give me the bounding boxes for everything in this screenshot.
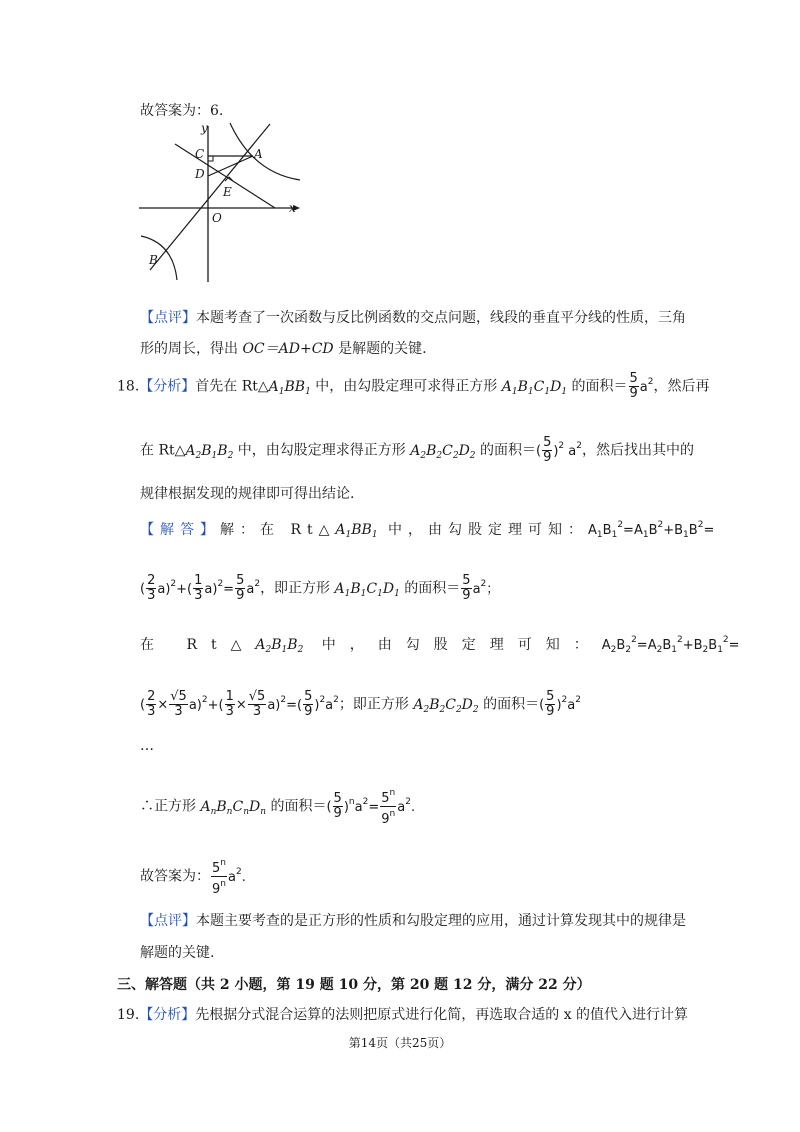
question-number: 19. [117,1007,140,1023]
comment-17 [140,307,686,327]
right-angle-c [208,156,213,161]
q18-solution-line2: ( $\frac{2}{3}$ a)$^2$+( $\frac{1}{3}$ a)$^2$= $\frac{5}{9}$ $a^2$，即正方形 $A_1B_1C_1D_1$ 的面积＝ $\frac{5}{9}$ $a^2$； [140,573,500,603]
coordinate-figure [135,118,305,284]
q18-comment-line2: 解题的关键. [140,945,215,961]
answer-value: 6. [210,103,224,119]
label-x: x [289,201,296,215]
label-b: B [149,253,158,267]
q18-solution-line3: 在 $Rt\triangle A_2B_1B_2$ 中，由勾股定理可知：$A_2B_2^2=A_2B_1^2+B_2B_1^2=$ [140,635,740,655]
q19-analysis: 19.【分析】先根据分式混合运算的法则把原式进行化简，再选取合适的 x 的值代入进行计算 [117,1007,689,1023]
equation-oc: OC＝AD+CD [242,341,334,357]
q18-analysis-line1: 18.【分析】首先在 $Rt\triangle A_1BB_1$ 中，由勾股定理可求得正方形 $A_1B_1C_1D_1$ 的面积＝ $\frac{5}{9}$ $a^2$，然后再 [117,371,710,401]
analysis-tag: 【分析】 [139,378,196,395]
q18-conclusion: ∴正方形 $A_nB_nC_nD_n$ 的面积＝( $\frac{5}{9}$ )$^na^2=$ $\frac{5^n}{9^n}$ $a^2$. [140,788,416,827]
q18-answer: 故答案为： $\frac{5^n}{9^n}$ $a^2$. [140,858,246,897]
label-d: D [195,167,205,181]
q18-solution-line4: ( $\frac{2}{3}$ × $\frac{√5}{3}$ a)$^2$+( $\frac{1}{3}$ × $\frac{√5}{3}$ a)$^2$=( $\frac{5}{9}$ )$^2a^2$；即正方形 $A_2B_2C_2D_2$ 的面积＝( $\frac{5}{9}$ )$^2a^2$ [140,689,581,719]
line-ab [150,124,270,270]
label-y: y [201,121,208,135]
answer-label: 故答案为： [140,103,210,119]
q18-analysis-line2: 在 $Rt\triangle A_2B_1B_2$ 中，由勾股定理求得正方形 $A_2B_2C_2D_2$ 的面积＝( $\frac{5}{9}$ )$^2$ $a^2$，然后找出其中的 [140,435,694,465]
hyperbola-lower [141,236,177,280]
ellipsis: … [140,738,154,754]
comment-tag: 【点评】 [140,310,196,326]
analysis-tag: 【分析】 [139,1007,196,1023]
comment-tag: 【点评】 [140,913,196,929]
label-c: C [195,147,205,161]
comment-17-line2: 形的周长，得出 OC＝AD+CD 是解题的关键. [140,341,427,357]
page-footer: 第14页（共25页） [348,1036,452,1050]
solution-tag: 【解答】 [140,522,220,538]
q18-solution-line1: 【解答】解：在 $Rt\triangle A_1BB_1$ 中，由勾股定理可知：$A_1B_1^2=A_1B^2+B_1B^2=$ [140,520,715,540]
label-a: A [254,147,263,161]
q18-comment: 【点评】本题主要考查的是正方形的性质和勾股定理的应用，通过计算发现其中的规律是 [140,913,686,929]
hyperbola-upper [230,123,300,180]
label-e: E [223,185,232,199]
comment-text: 本题考查了一次函数与反比例函数的交点问题，线段的垂直平分线的性质，三角 [196,310,686,326]
answer-17 [140,100,223,120]
q18-analysis-line3: 规律根据发现的规律即可得出结论. [140,486,355,502]
question-number: 18. [117,378,140,395]
label-o: O [212,211,222,225]
section-title: 三、解答题（共 2 小题，第 19 题 10 分，第 20 题 12 分，满分 22 分） [117,977,591,993]
